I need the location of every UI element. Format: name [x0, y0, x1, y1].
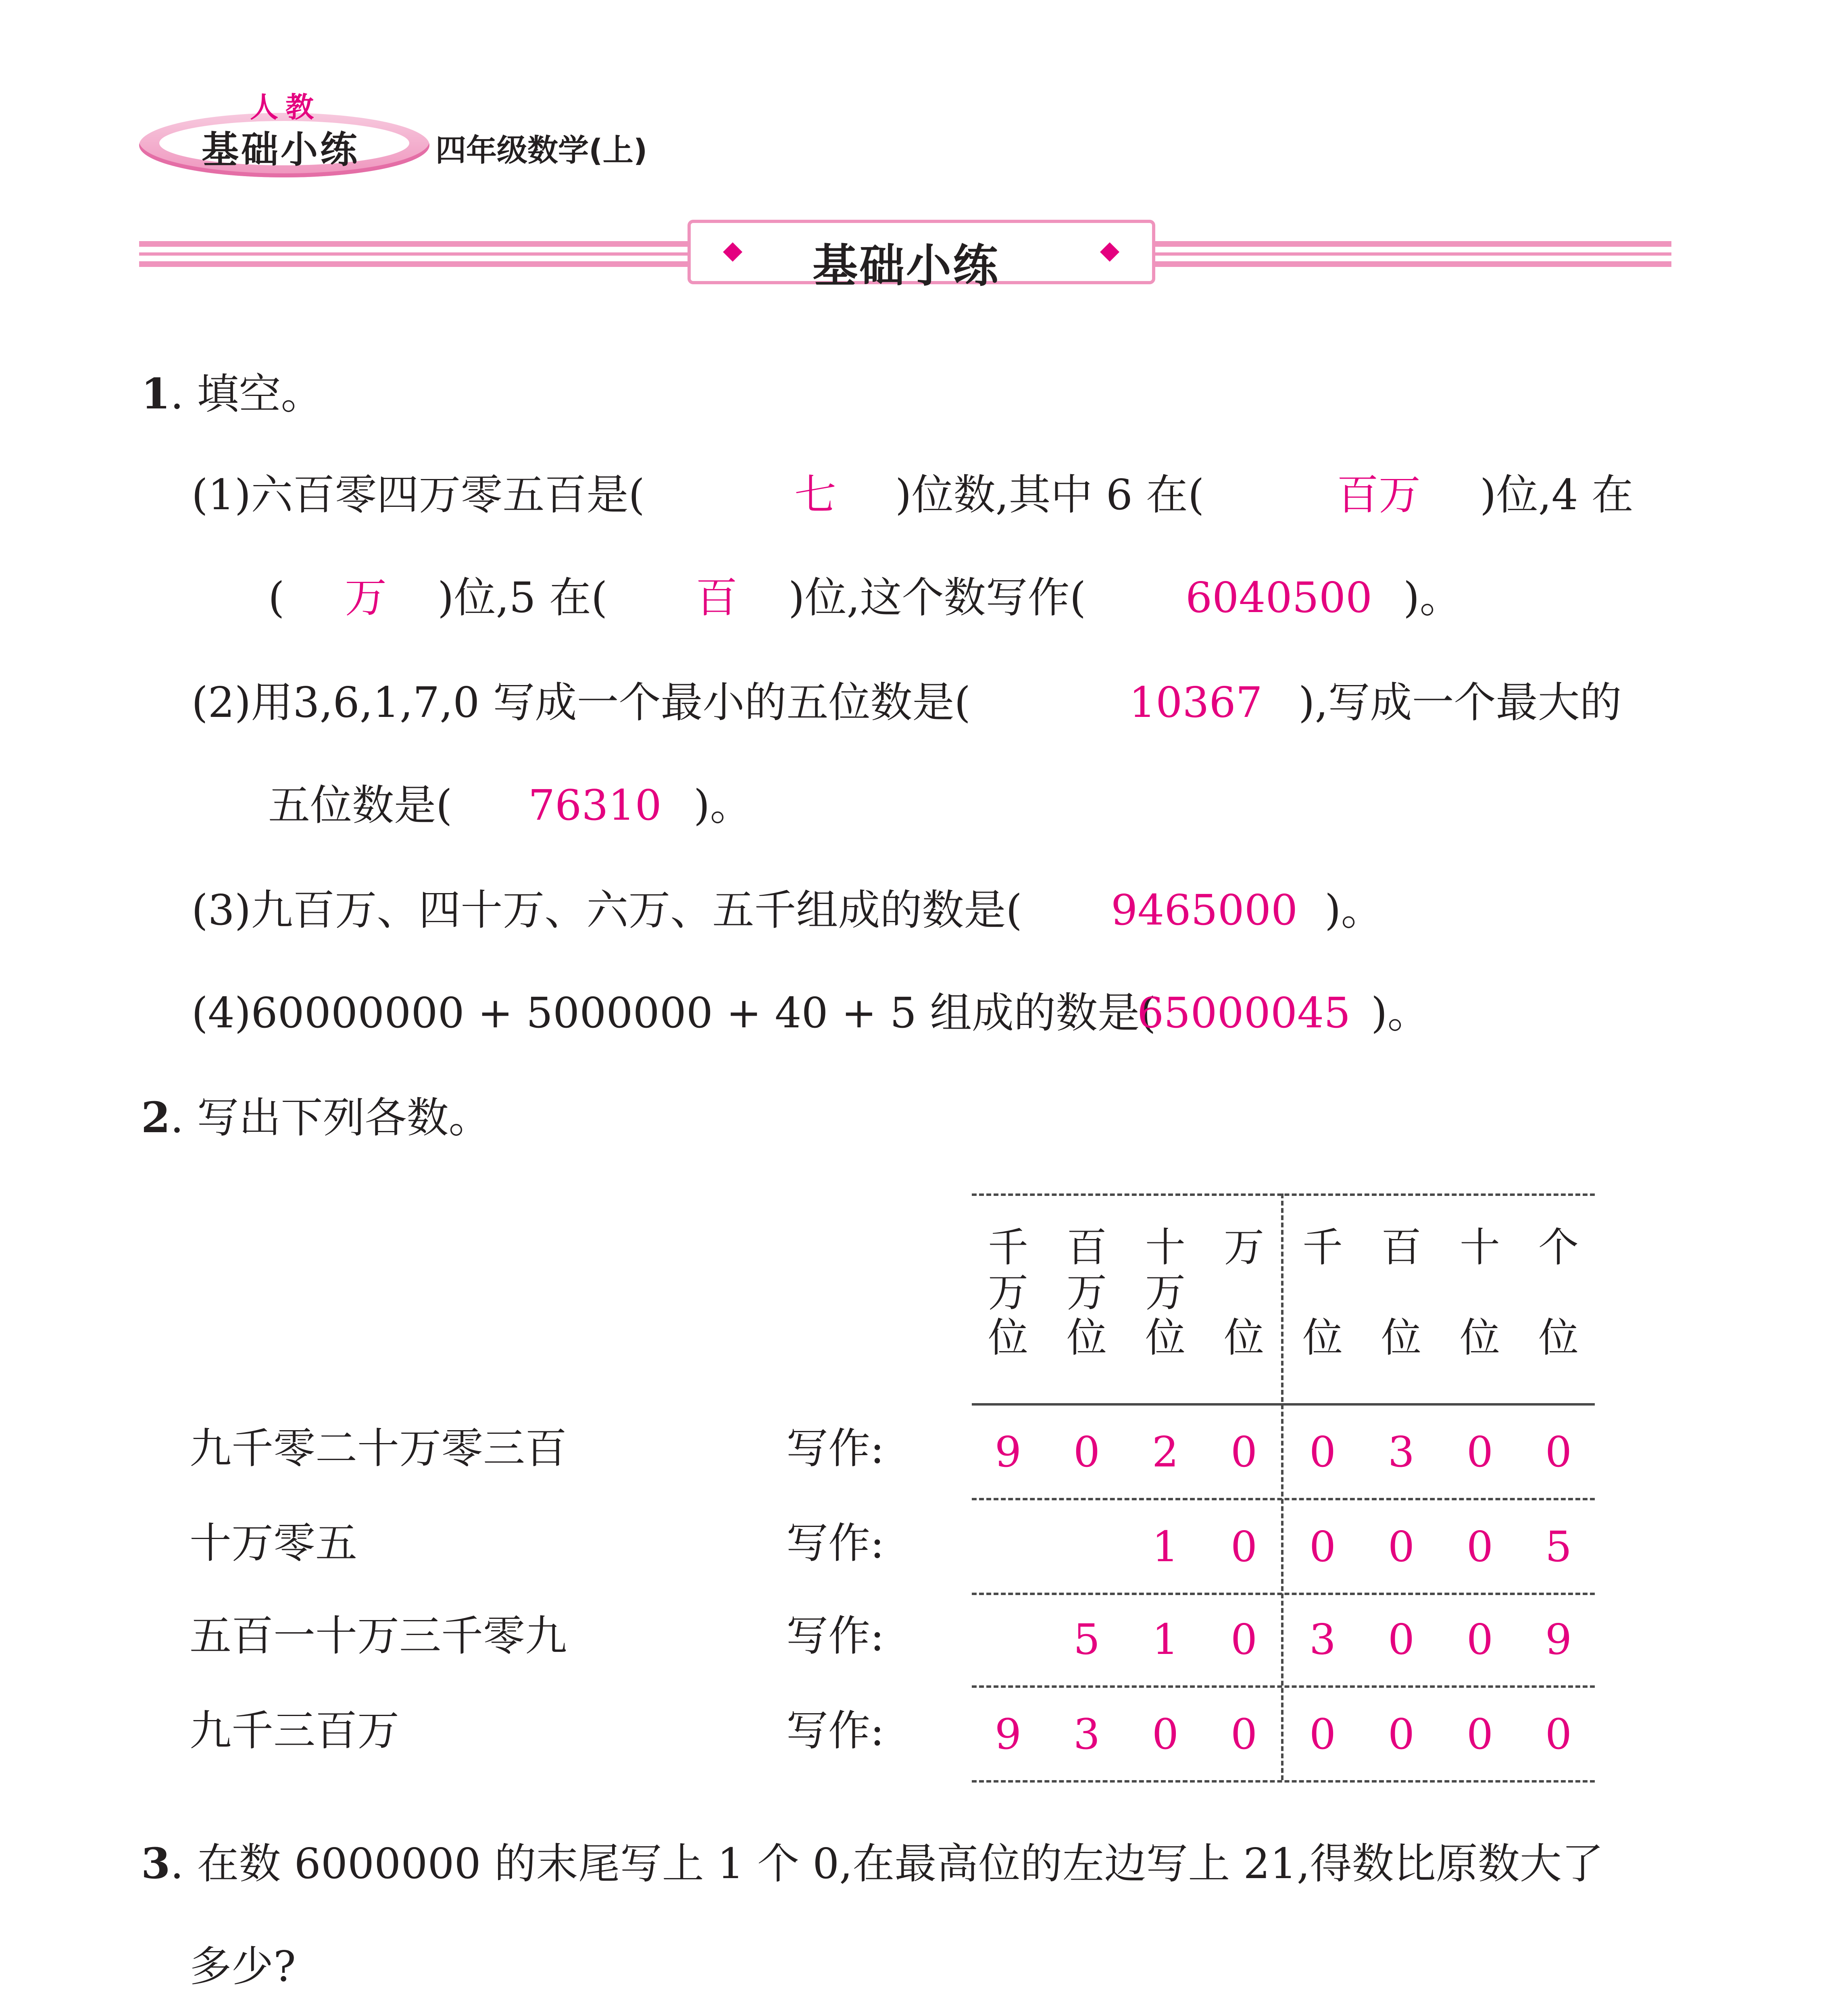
column-header-char: 万 [1224, 1224, 1264, 1271]
column-header-char: 位 [1145, 1314, 1186, 1361]
column-header-char [1536, 1271, 1581, 1316]
digit-cell: 1 [1152, 1522, 1179, 1571]
digit-cell: 0 [1230, 1427, 1258, 1477]
q1-p3-text-b: )。 [1325, 885, 1383, 935]
number-in-words: 九千三百万 [190, 1706, 400, 1755]
table-column-header [1222, 1226, 1266, 1361]
q1-p1-text-c: )位,4 在 [1480, 470, 1633, 519]
column-header-char: 万 [1145, 1269, 1186, 1316]
write-label: 写作: [786, 1424, 885, 1473]
column-header-char: 十 [1460, 1224, 1500, 1271]
digit-cell: 9 [994, 1710, 1022, 1759]
digit-cell: 9 [1545, 1615, 1572, 1664]
number-in-words: 五百一十万三千零九 [190, 1611, 567, 1660]
logo-series-title: 基础小练 [202, 128, 360, 171]
q3-number: 3 [141, 1839, 171, 1888]
q1-p4-text-a: (4)60000000 + 5000000 + 40 + 5 组成的数是( [192, 988, 1156, 1037]
digit-cell: 3 [1073, 1710, 1100, 1759]
digit-cell: 0 [1309, 1522, 1336, 1571]
q1-p1-text-a: (1)六百零四万零五百是( [192, 470, 645, 519]
q3-text-line2: 多少? [190, 1942, 296, 1991]
write-label: 写作: [786, 1706, 885, 1755]
q1-p1-answer-3: 万 [345, 573, 387, 622]
number-in-words: 十万零五 [190, 1518, 358, 1568]
table-column-header [1379, 1226, 1423, 1361]
column-header-char: 千 [1302, 1224, 1343, 1271]
write-label: 写作: [786, 1518, 885, 1568]
table-column-header [1458, 1226, 1502, 1361]
q1-p1-answer-4: 百 [696, 573, 738, 622]
digit-cell: 0 [1545, 1710, 1572, 1759]
table-column-header [1536, 1226, 1581, 1361]
q2-heading [141, 1093, 491, 1142]
column-header-char: 个 [1538, 1224, 1579, 1271]
table-column-header [1143, 1226, 1188, 1361]
q2-number: 2 [141, 1093, 171, 1142]
q1-p1-text-b: )位数,其中 6 在( [895, 470, 1204, 519]
column-header-char: 位 [1538, 1314, 1579, 1361]
column-header-char: 位 [988, 1314, 1028, 1361]
q1-p3-answer: 9465000 [1111, 885, 1298, 935]
digit-cell: 0 [1545, 1427, 1572, 1477]
table-column-header [1065, 1226, 1109, 1361]
q1-p4-answer: 65000045 [1137, 988, 1351, 1037]
q1-p1-text-d: ( [268, 573, 285, 622]
q1-p2-answer-1: 10367 [1129, 678, 1263, 727]
digit-cell: 0 [1388, 1522, 1415, 1571]
column-header-char: 万 [1067, 1269, 1107, 1316]
digit-cell: 0 [1466, 1522, 1494, 1571]
grade-subject: 四年级数学(上) [435, 132, 648, 168]
q1-p1-answer-2: 百万 [1337, 470, 1421, 519]
column-header-char [1458, 1271, 1502, 1316]
q1-p1-answer-1: 七 [794, 470, 837, 519]
column-header-char: 位 [1381, 1314, 1421, 1361]
table-group-divider [1281, 1193, 1283, 1780]
digit-cell: 0 [1388, 1710, 1415, 1759]
digit-cell: 0 [1466, 1615, 1494, 1664]
table-column-header [986, 1226, 1030, 1361]
digit-cell: 0 [1309, 1427, 1336, 1477]
digit-cell: 3 [1388, 1427, 1415, 1477]
column-header-char [1222, 1271, 1266, 1316]
digit-cell: 5 [1545, 1522, 1572, 1571]
column-header-char: 位 [1302, 1314, 1343, 1361]
digit-cell: 2 [1152, 1427, 1179, 1477]
digit-cell: 0 [1073, 1427, 1100, 1477]
q1-heading [141, 369, 323, 419]
digit-cell: 0 [1466, 1710, 1494, 1759]
column-header-char: 位 [1067, 1314, 1107, 1361]
digit-cell: 0 [1230, 1615, 1258, 1664]
digit-cell: 0 [1388, 1615, 1415, 1664]
q1-p2-text-c: 五位数是( [268, 781, 452, 830]
q1-p3-text-a: (3)九百万、四十万、六万、五千组成的数是( [192, 885, 1022, 935]
column-header-char: 百 [1381, 1224, 1421, 1271]
banner-title: 基础小练 [813, 240, 1000, 292]
logo-publisher: 人教 [250, 91, 321, 124]
digit-cell: 0 [1309, 1710, 1336, 1759]
q1-p1-answer-5: 6040500 [1186, 573, 1373, 622]
digit-cell: 5 [1073, 1615, 1100, 1664]
column-header-char [1379, 1271, 1423, 1316]
digit-cell: 0 [1152, 1710, 1179, 1759]
column-header-char: 万 [988, 1269, 1028, 1316]
q1-p2-text-d: )。 [694, 781, 752, 830]
q2-title: . 写出下列各数。 [170, 1093, 491, 1142]
digit-cell: 3 [1309, 1615, 1336, 1664]
column-header-char: 位 [1224, 1314, 1264, 1361]
digit-cell: 0 [1230, 1522, 1258, 1571]
column-header-char: 千 [988, 1224, 1028, 1271]
q3-text-line1: . 在数 6000000 的末尾写上 1 个 0,在最高位的左边写上 21,得数比原数大了 [170, 1839, 1604, 1888]
digit-cell: 9 [994, 1427, 1022, 1477]
digit-cell: 0 [1466, 1427, 1494, 1477]
column-header-char: 位 [1460, 1314, 1500, 1361]
q1-number: 1 [141, 369, 171, 419]
write-label: 写作: [786, 1611, 885, 1660]
q1-p1-text-e: )位,5 在( [438, 573, 608, 622]
table-column-header [1300, 1226, 1345, 1361]
table-bottom-border [972, 1780, 1595, 1783]
column-header-char: 百 [1067, 1224, 1107, 1271]
q1-p1-text-g: )。 [1403, 573, 1462, 622]
q1-p2-answer-2: 76310 [528, 781, 662, 830]
digit-cell: 0 [1230, 1710, 1258, 1759]
q1-p1-text-f: )位,这个数写作( [788, 573, 1086, 622]
q1-p2-text-a: (2)用3,6,1,7,0 写成一个最小的五位数是( [192, 678, 971, 727]
column-header-char: 十 [1145, 1224, 1186, 1271]
number-in-words: 九千零二十万零三百 [190, 1424, 567, 1473]
column-header-char [1300, 1271, 1345, 1316]
q3-line1 [141, 1839, 1604, 1888]
q1-p2-text-b: ),写成一个最大的 [1298, 678, 1622, 727]
q1-title: . 填空。 [170, 369, 323, 419]
digit-cell: 1 [1152, 1615, 1179, 1664]
q1-p4-text-b: )。 [1371, 988, 1429, 1037]
